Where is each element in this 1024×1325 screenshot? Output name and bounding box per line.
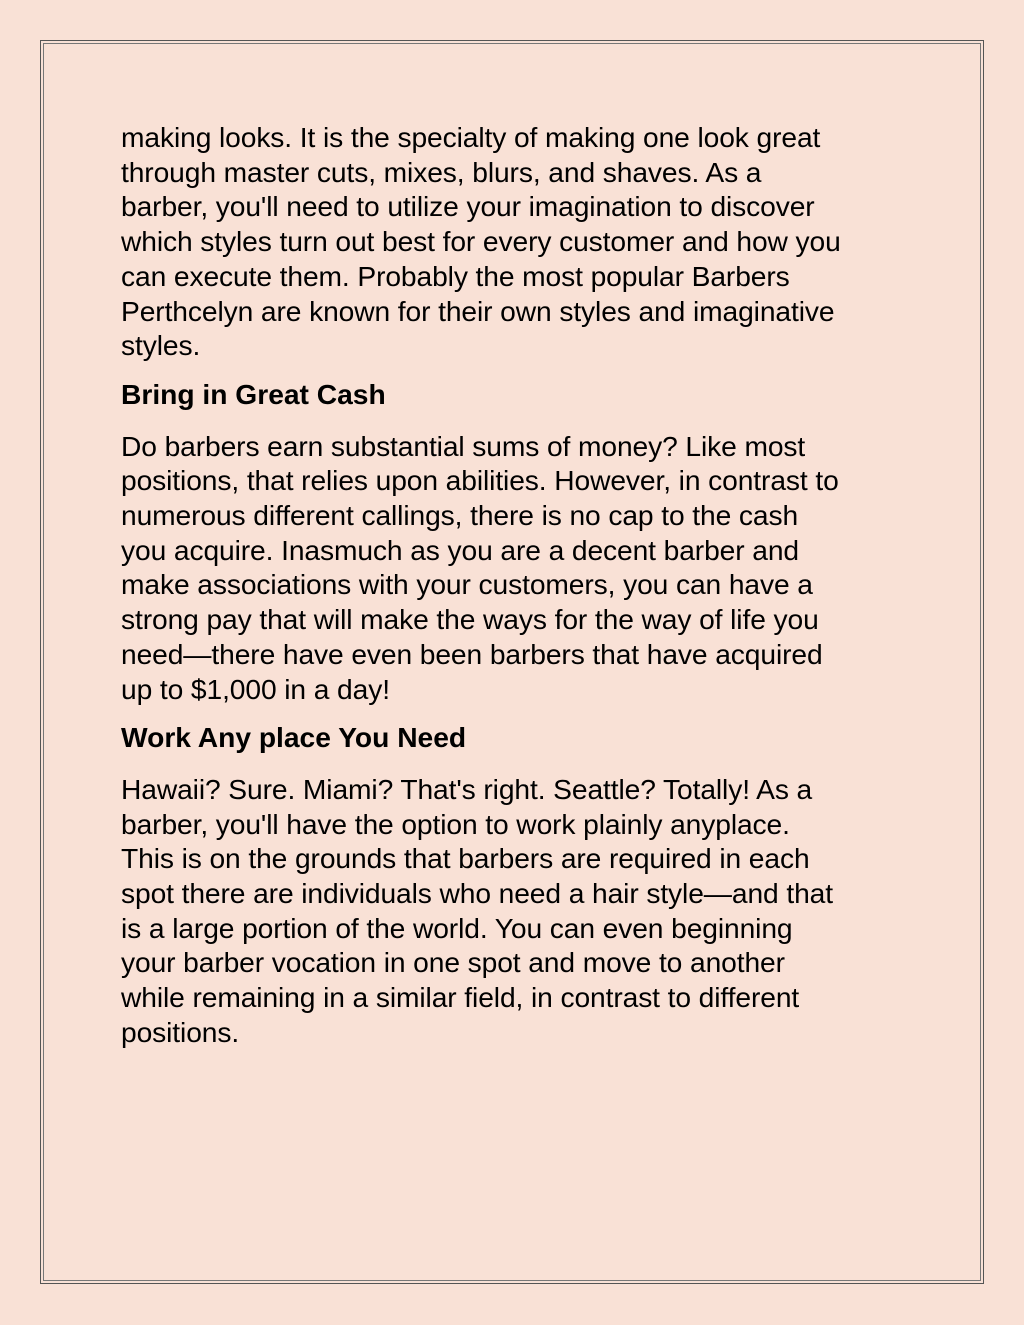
text-line: make associations with your customers, you can have a <box>121 568 813 601</box>
document-body <box>121 120 911 1064</box>
text-line: up to $1,000 in a day! <box>121 672 390 705</box>
text-line: numerous different callings, there is no cap to the cash <box>121 499 799 532</box>
paragraph-cash <box>121 429 911 707</box>
text-line: styles. <box>121 329 201 362</box>
text-line: barber, you'll need to utilize your imagination to discover <box>121 190 815 223</box>
text-line: barber, you'll have the option to work plainly anyplace. <box>121 807 790 840</box>
text-line: This is on the grounds that barbers are required in each <box>121 842 810 875</box>
text-line: your barber vocation in one spot and move to another <box>121 946 785 979</box>
text-line: can execute them. Probably the most popular Barbers <box>121 259 790 292</box>
text-line: Perthcelyn are known for their own styles and imaginative <box>121 294 835 327</box>
text-line: positions. <box>121 1015 240 1048</box>
text-line: making looks. It is the specialty of making one look great <box>121 121 821 153</box>
paragraph-work-anywhere <box>121 772 911 1050</box>
paragraph-intro <box>121 120 911 363</box>
text-line: Hawaii? Sure. Miami? That's right. Seattle? Totally! As a <box>121 772 813 805</box>
text-line: you acquire. Inasmuch as you are a decent barber and <box>121 533 799 566</box>
text-line: positions, that relies upon abilities. However, in contrast to <box>121 464 839 497</box>
text-line: strong pay that will make the ways for the way of life you <box>121 603 819 636</box>
text-line: Do barbers earn substantial sums of money? Like most <box>121 429 806 462</box>
text-line: spot there are individuals who need a hair style—and that <box>121 877 833 910</box>
heading-work-any-place: Work Any place You Need <box>121 721 467 754</box>
text-line: through master cuts, mixes, blurs, and shaves. As a <box>121 155 762 188</box>
text-line: while remaining in a similar field, in contrast to different <box>121 981 800 1014</box>
heading-bring-in-great-cash: Bring in Great Cash <box>121 377 386 410</box>
text-line: is a large portion of the world. You can even beginning <box>121 911 793 944</box>
text-line: which styles turn out best for every customer and how you <box>121 225 841 258</box>
text-line: need—there have even been barbers that have acquired <box>121 637 823 670</box>
